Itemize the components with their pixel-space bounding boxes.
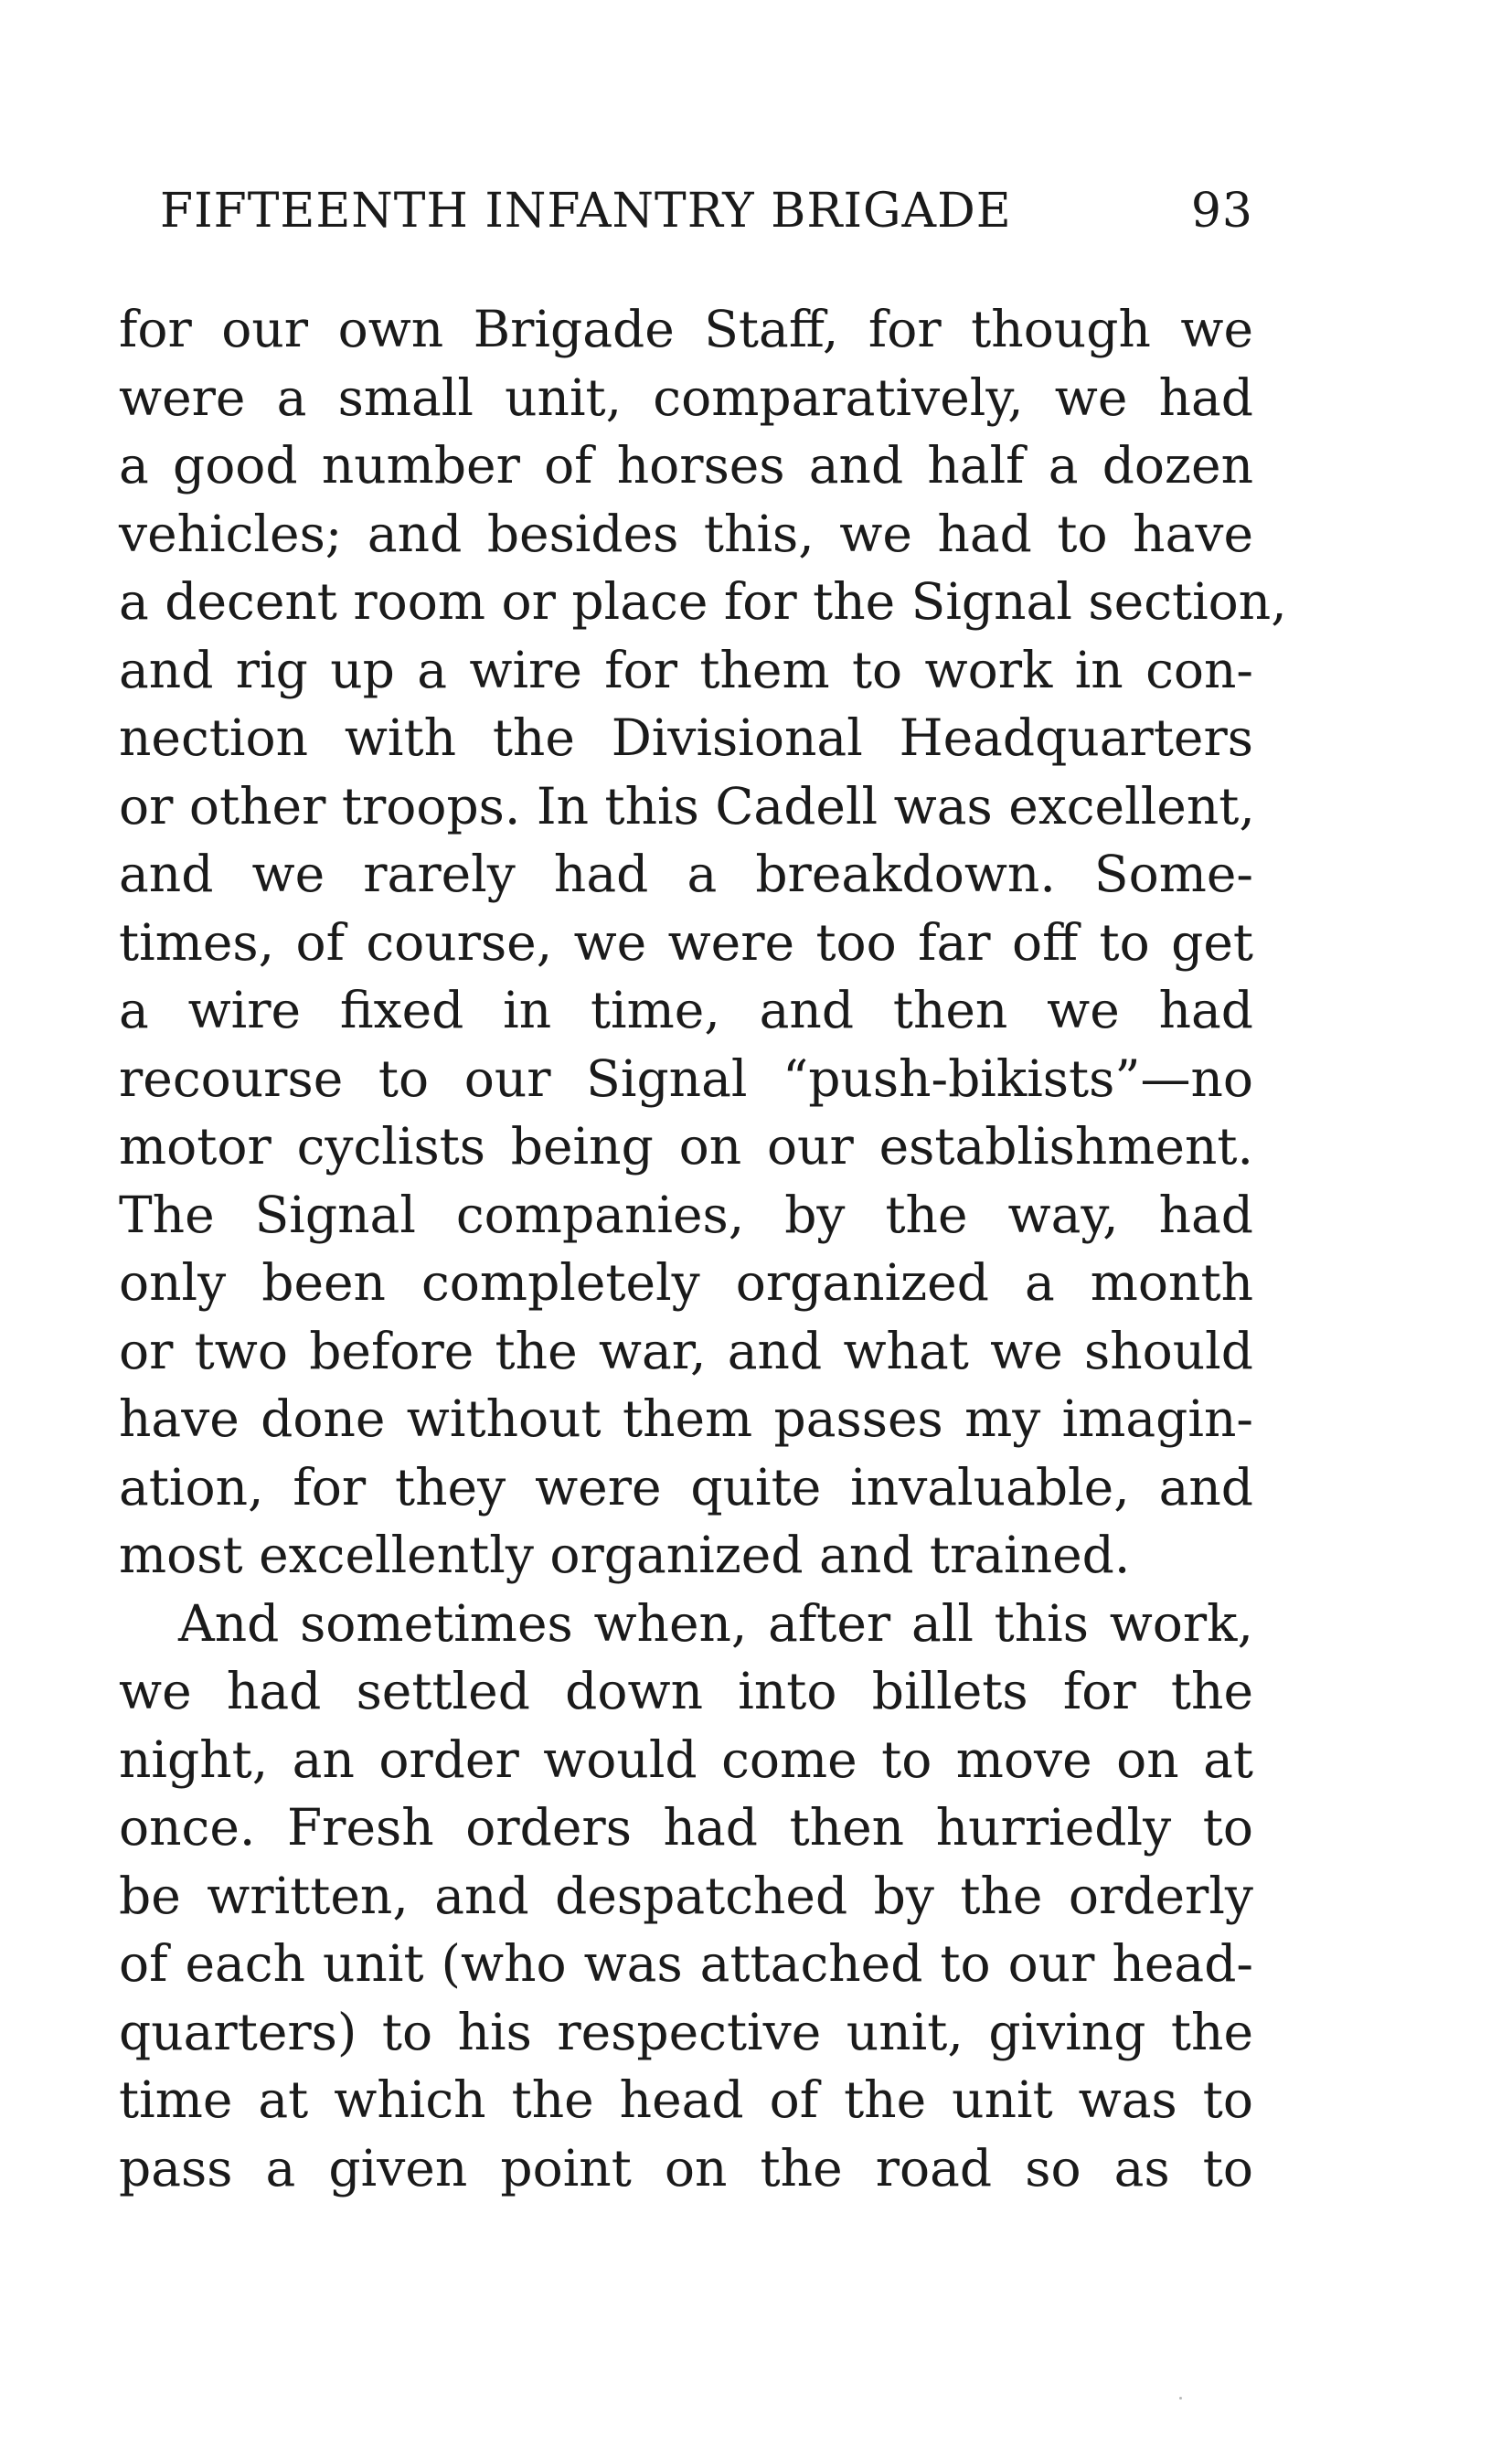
text-line: for our own Brigade Staff, for though we [119, 300, 1253, 358]
paragraph-2 [119, 1590, 1253, 2203]
text-line: a decent room or place for the Signal section, [119, 572, 1287, 631]
text-line: most excellently organized and trained. [119, 1526, 1131, 1584]
text-line: pass a given point on the road so as to [119, 2138, 1253, 2198]
text-line: were a small unit, comparatively, we had [119, 367, 1253, 427]
text-line: and we rarely had a breakdown. Some- [119, 845, 1253, 903]
text-line: night, an order would come to move on at [119, 1729, 1253, 1789]
text-line: times, of course, we were too far off to get [119, 912, 1253, 972]
chapter-title: FIFTEENTH INFANTRY BRIGADE [160, 184, 1012, 239]
text-line: or other troops. In this Cadell was excellent, [119, 776, 1255, 835]
text-line: have done without them passes my imagin- [119, 1389, 1253, 1448]
paragraph-1 [119, 295, 1287, 1590]
text-line: be written, and despatched by the orderly [119, 1866, 1253, 1925]
text-line: or two before the war, and what we should [119, 1321, 1253, 1380]
text-line: a wire fixed in time, and then we had [119, 981, 1253, 1039]
text-line: vehicles; and besides this, we had to have [119, 504, 1253, 563]
text-line: we had settled down into billets for the [119, 1662, 1253, 1720]
page-number: 93 [1190, 184, 1253, 239]
text-line: recourse to our Signal “push-bikists”—no [119, 1048, 1253, 1108]
text-line: quarters) to his respective unit, giving the [119, 2002, 1253, 2061]
text-line: and rig up a wire for them to work in con- [119, 640, 1253, 699]
text-line: nection with the Divisional Headquarters [119, 708, 1253, 767]
text-line: only been completely organized a month [119, 1253, 1253, 1312]
paper-speck [1179, 2397, 1182, 2400]
text-line: The Signal companies, by the way, had [119, 1185, 1253, 1244]
body-text [119, 295, 1287, 2202]
text-line: motor cyclists being on our establishment. [119, 1117, 1253, 1176]
text-line: of each unit (who was attached to our head- [119, 1934, 1253, 1993]
text-line: a good number of horses and half a dozen [119, 436, 1253, 495]
running-header [160, 179, 1253, 243]
text-line: ation, for they were quite invaluable, and [119, 1457, 1253, 1516]
text-line: time at which the head of the unit was to [119, 2070, 1253, 2129]
text-line: once. Fresh orders had then hurriedly to [119, 1798, 1253, 1857]
text-line: And sometimes when, after all this work, [178, 1593, 1253, 1653]
